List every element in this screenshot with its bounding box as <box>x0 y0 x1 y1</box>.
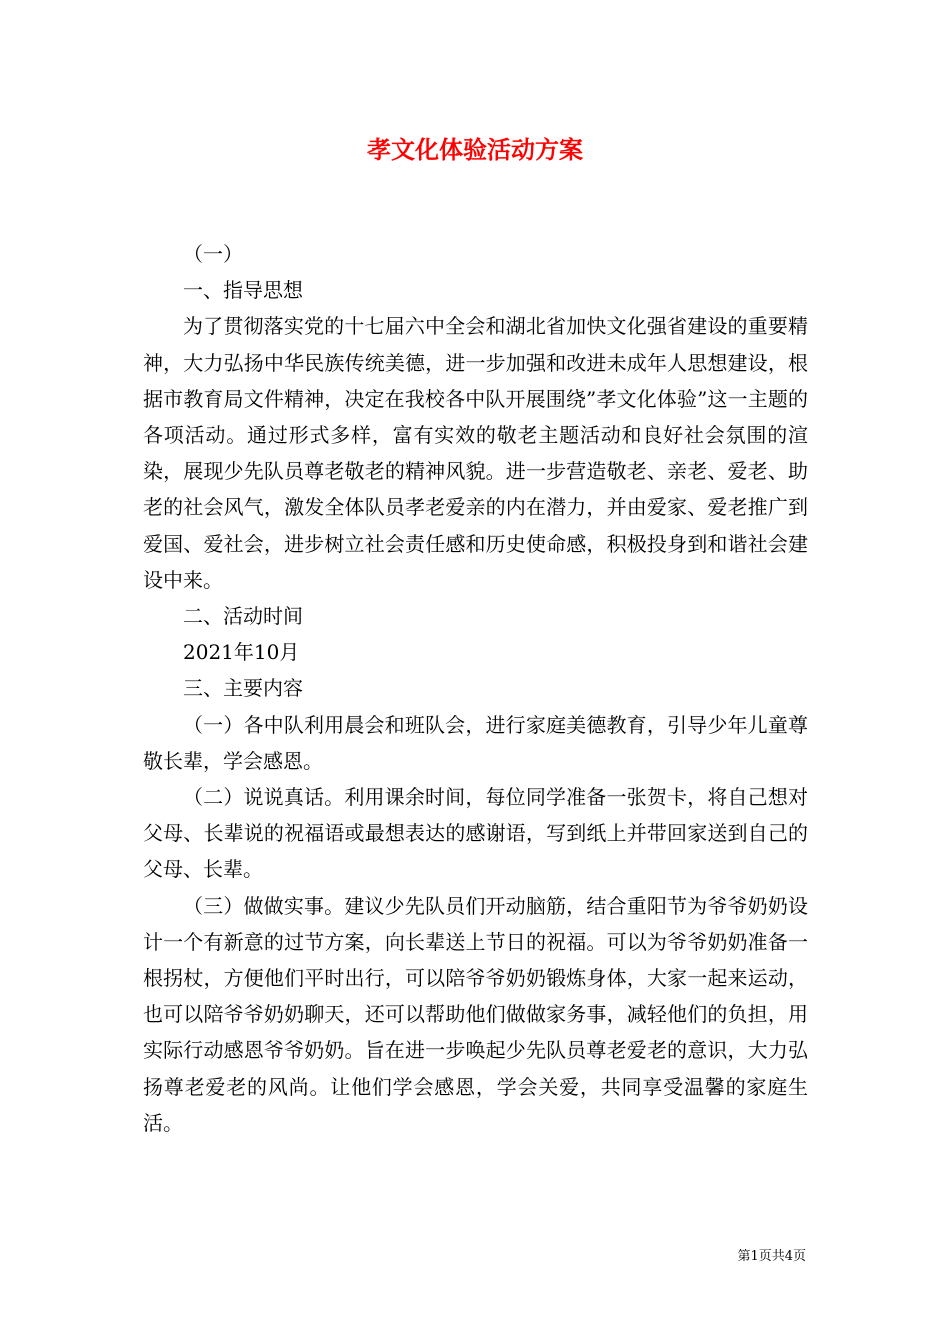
content-item-3: （三）做做实事。建议少先队员们开动脑筋，结合重阳节为爷爷奶奶设计一个有新意的过节方案，向长辈送上节日的祝福。可以为爷爷奶奶准备一根拐杖，方便他们平时出行，可以陪爷爷奶奶锻炼身体，大家一起来运动，也可以陪爷爷奶奶聊天，还可以帮助他们做做家务事，减轻他们的负担，用实际行动感恩爷爷奶奶。旨在进一步唤起少先队员尊老爱老的意识，大力弘扬尊老爱老的风尚。让他们学会感恩，学会关爱，共同享受温馨的家庭生活。 <box>143 893 808 1135</box>
page-number-footer: 第1页共4页 <box>737 1249 806 1264</box>
heading-activity-time: 二、活动时间 <box>183 604 303 629</box>
paragraph-guiding-ideology: 为了贯彻落实党的十七届六中全会和湖北省加快文化强省建设的重要精神，大力弘扬中华民族传统美德，进一步加强和改进未成年人思想建设，根据市教育局文件精神，决定在我校各中队开展围绕”孝文化体验”这一主题的各项活动。通过形式多样，富有实效的敬老主题活动和良好社会氛围的渲染，展现少先队员尊老敬老的精神风貌。进一步营造敬老、亲老、爱老、助老的社会风气，激发全体队员孝老爱亲的内在潜力，并由爱家、爱老推广到爱国、爱社会，进步树立社会责任感和历史使命感，积极投身到和谐社会建设中来。 <box>143 314 808 592</box>
heading-main-content: 三、主要内容 <box>183 676 303 701</box>
content-item-1: （一）各中队利用晨会和班队会，进行家庭美德教育，引导少年儿童尊敬长辈，学会感恩。 <box>143 712 808 773</box>
section-marker: （一） <box>183 242 243 266</box>
heading-guiding-ideology: 一、指导思想 <box>183 278 303 303</box>
activity-time-value: 2021年10月 <box>183 640 300 665</box>
document-body <box>143 236 808 1141</box>
document-title: 孝文化体验活动方案 <box>367 135 583 164</box>
content-item-2: （二）说说真话。利用课余时间，每位同学准备一张贺卡，将自己想对父母、长辈说的祝福语或最想表达的感谢语，写到纸上并带回家送到自己的父母、长辈。 <box>143 785 808 882</box>
